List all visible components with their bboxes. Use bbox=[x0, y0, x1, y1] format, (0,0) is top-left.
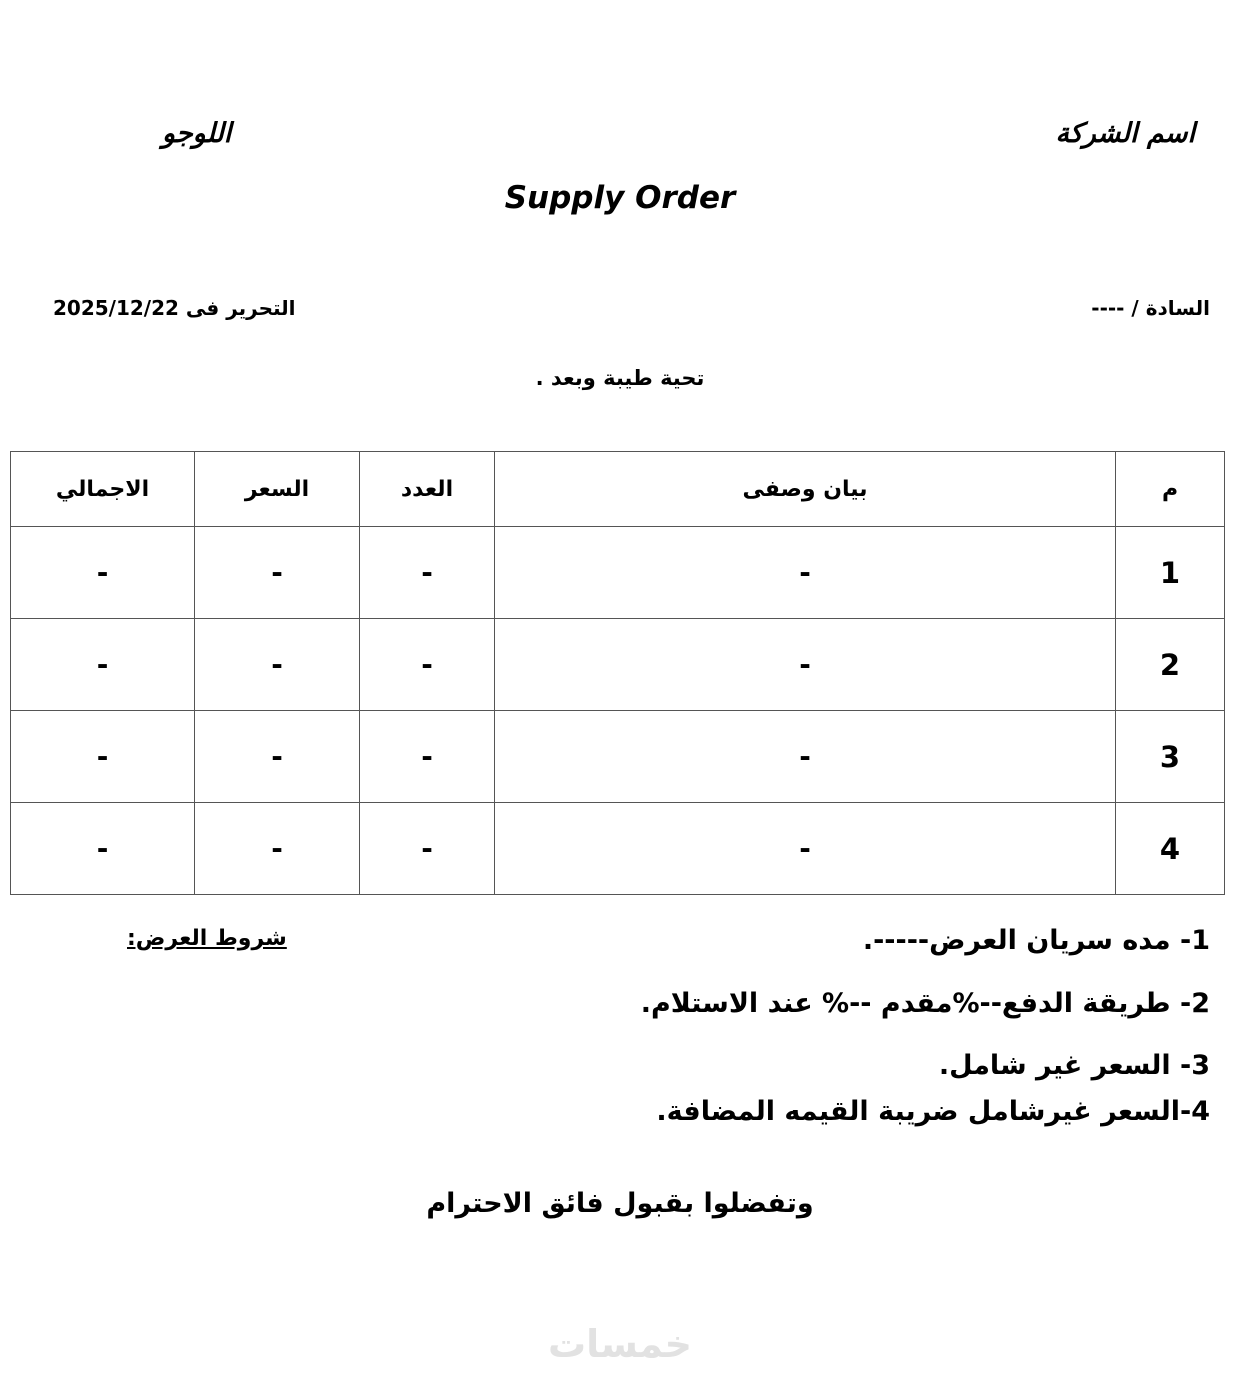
cell-number: 2 bbox=[1116, 619, 1225, 711]
cell-quantity: - bbox=[360, 803, 495, 895]
table-row bbox=[11, 527, 1225, 619]
cell-total: - bbox=[11, 711, 195, 803]
cell-description: - bbox=[495, 803, 1116, 895]
cell-price: - bbox=[195, 803, 360, 895]
table-row bbox=[11, 619, 1225, 711]
items-table bbox=[10, 451, 1225, 895]
table-row bbox=[11, 711, 1225, 803]
document-title: Supply Order bbox=[504, 180, 736, 216]
closing-line: وتفضلوا بقبول فائق الاحترام bbox=[426, 1188, 814, 1219]
cell-description: - bbox=[495, 527, 1116, 619]
column-header-number: م bbox=[1116, 452, 1225, 527]
table-header-row bbox=[11, 452, 1225, 527]
cell-description: - bbox=[495, 619, 1116, 711]
cell-quantity: - bbox=[360, 527, 495, 619]
issue-date: التحرير فى 2025/12/22 bbox=[53, 296, 296, 320]
greeting: تحية طيبة وبعد . bbox=[535, 366, 705, 390]
company-name: اسم الشركة bbox=[1055, 118, 1195, 149]
cell-quantity: - bbox=[360, 711, 495, 803]
table-row bbox=[11, 803, 1225, 895]
cell-number: 4 bbox=[1116, 803, 1225, 895]
term-item: 3- السعر غير شامل. bbox=[938, 1050, 1210, 1081]
addressee: السادة / ---- bbox=[1091, 296, 1210, 320]
column-header-description: بيان وصفى bbox=[495, 452, 1116, 527]
column-header-total: الاجمالي bbox=[11, 452, 195, 527]
cell-total: - bbox=[11, 803, 195, 895]
column-header-quantity: العدد bbox=[360, 452, 495, 527]
term-item: 4-السعر غيرشامل ضريبة القيمه المضافة. bbox=[656, 1096, 1210, 1127]
term-item: 2- طريقة الدفع--%مقدم --% عند الاستلام. bbox=[640, 988, 1210, 1019]
column-header-price: السعر bbox=[195, 452, 360, 527]
term-item: 1- مده سريان العرض-----. bbox=[862, 925, 1210, 956]
watermark: خمسات bbox=[548, 1322, 692, 1366]
cell-description: - bbox=[495, 711, 1116, 803]
cell-total: - bbox=[11, 619, 195, 711]
logo-placeholder: اللوجو bbox=[162, 118, 232, 149]
cell-total: - bbox=[11, 527, 195, 619]
cell-number: 3 bbox=[1116, 711, 1225, 803]
cell-price: - bbox=[195, 619, 360, 711]
terms-title: شروط العرض: bbox=[127, 926, 287, 951]
cell-price: - bbox=[195, 711, 360, 803]
cell-number: 1 bbox=[1116, 527, 1225, 619]
cell-price: - bbox=[195, 527, 360, 619]
cell-quantity: - bbox=[360, 619, 495, 711]
